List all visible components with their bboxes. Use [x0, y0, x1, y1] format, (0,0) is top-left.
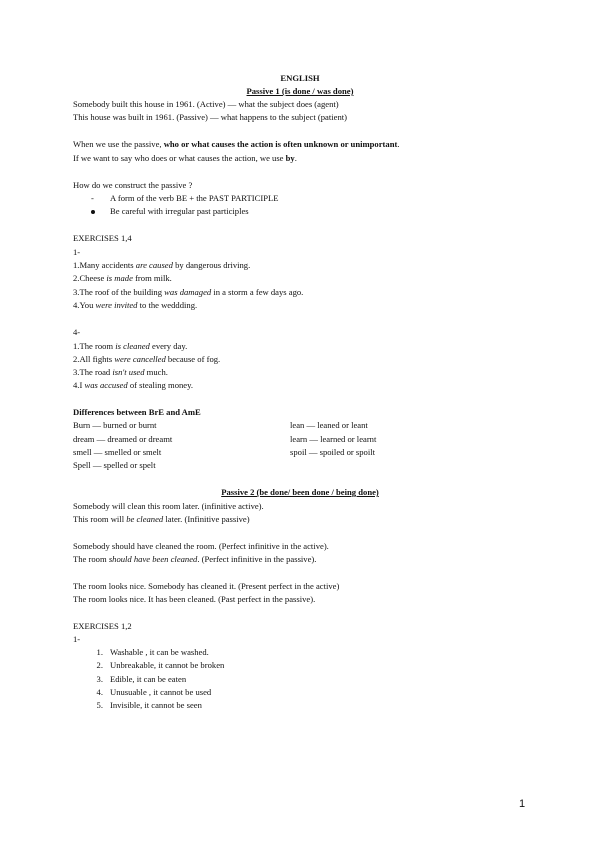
spelling-pair: Spell — spelled or spelt: [73, 460, 156, 470]
item-text: 2.Cheese: [73, 273, 107, 283]
sentence-text: The room: [73, 554, 109, 564]
exercise-label: 4-: [73, 327, 81, 337]
exercise-item: [73, 341, 187, 352]
item-text: 2.All fights: [73, 354, 115, 364]
by-agent-rule: [73, 153, 297, 164]
item-text: 3.The roof of the building: [73, 287, 165, 297]
spelling-pair: dream — dreamed or dreamt: [73, 434, 173, 444]
list-item: Invisible, it cannot be seen: [110, 700, 202, 710]
sentence-emphasis: be cleaned: [126, 514, 164, 524]
item-answer: was accused: [84, 380, 128, 390]
spelling-pair: spoil — spoiled or spoilt: [290, 447, 375, 457]
bullet-item: Be careful with irregular past participles: [110, 206, 249, 216]
exercise-item: [73, 367, 168, 378]
list-number: 4.: [96, 687, 103, 697]
spelling-pair: lean — leaned or leant: [290, 420, 368, 430]
sentence-text-end: . (Perfect infinitive in the passive).: [197, 554, 317, 564]
item-answer: are caused: [135, 260, 173, 270]
exercise-label: 1-: [73, 634, 81, 644]
rule-text-end: .: [397, 139, 400, 149]
construction-question: How do we construct the passive ?: [73, 180, 193, 190]
rule-text-end: .: [294, 153, 297, 163]
item-text-end: every day.: [149, 341, 188, 351]
item-text-end: because of fog.: [165, 354, 221, 364]
item-text-end: by dangerous driving.: [172, 260, 251, 270]
spelling-pair: smell — smelled or smelt: [73, 447, 162, 457]
section-heading-passive-1: Passive 1 (is done / was done): [246, 86, 354, 96]
list-item: Unusuable , it cannot be used: [110, 687, 212, 697]
item-text: 1.Many accidents: [73, 260, 136, 270]
item-text-end: to the weddding.: [137, 300, 198, 310]
item-text: 4.I: [73, 380, 85, 390]
item-text: 3.The road: [73, 367, 113, 377]
list-item: Edible, it can be eaten: [110, 674, 187, 684]
passive-usage-rule: [73, 139, 400, 150]
sentence-text-end: later. (Infinitive passive): [163, 514, 250, 524]
page-number: 1: [519, 798, 526, 810]
item-text: 4.You: [73, 300, 96, 310]
exercise-item: [73, 287, 303, 298]
document-title: ENGLISH: [280, 73, 320, 83]
rule-text: When we use the passive,: [73, 139, 164, 149]
item-text-end: from milk.: [132, 273, 172, 283]
rule-emphasis: who or what causes the action is often unknown or unimportant: [163, 139, 398, 149]
rule-text: If we want to say who does or what causes the action, we use: [73, 153, 286, 163]
exercise-item: [73, 354, 220, 365]
item-answer: were cancelled: [114, 354, 166, 364]
list-number: 2.: [96, 660, 103, 670]
spelling-pair: learn — learned or learnt: [290, 434, 377, 444]
list-number: 5.: [96, 700, 103, 710]
bullet-item: A form of the verb BE + the PAST PARTICIPLE: [110, 193, 279, 203]
section-heading-passive-2: Passive 2 (be done/ been done / being done): [221, 487, 379, 497]
exercise-item: [73, 273, 172, 284]
exercise-item: [73, 260, 250, 271]
rule-emphasis: by: [285, 153, 295, 163]
example-active-sentence: Somebody built this house in 1961. (Active) — what the subject does (agent): [73, 99, 339, 109]
item-answer: were invited: [95, 300, 138, 310]
exercise-label: 1-: [73, 247, 81, 257]
exercise-item: [73, 300, 197, 311]
item-text-end: of stealing money.: [127, 380, 193, 390]
spelling-pair: Burn — burned or burnt: [73, 420, 157, 430]
sentence-text: This room will: [73, 514, 127, 524]
example-sentence: Somebody should have cleaned the room. (Perfect infinitive in the active).: [73, 541, 329, 551]
example-sentence: [73, 554, 316, 565]
example-sentence: The room looks nice. Somebody has cleaned it. (Present perfect in the active): [73, 581, 340, 591]
item-answer: isn't used: [112, 367, 145, 377]
example-sentence: Somebody will clean this room later. (infinitive active).: [73, 501, 264, 511]
differences-heading: Differences between BrE and AmE: [73, 407, 201, 417]
dot-bullet-icon: [91, 206, 95, 217]
list-item: Washable , it can be washed.: [110, 647, 209, 657]
exercises-heading: EXERCISES 1,4: [73, 233, 132, 243]
list-number: 3.: [96, 674, 103, 684]
sentence-emphasis: should have been cleaned: [108, 554, 198, 564]
item-answer: was damaged: [164, 287, 212, 297]
dash-bullet: -: [91, 193, 94, 203]
example-sentence: The room looks nice. It has been cleaned. (Past perfect in the passive).: [73, 594, 316, 604]
item-answer: is made: [106, 273, 133, 283]
exercises-heading: EXERCISES 1,2: [73, 621, 132, 631]
list-number: 1.: [96, 647, 103, 657]
example-sentence: [73, 514, 250, 525]
item-text-end: in a storm a few days ago.: [211, 287, 304, 297]
item-text: 1.The room: [73, 341, 116, 351]
item-text-end: much.: [144, 367, 168, 377]
list-item: Unbreakable, it cannot be broken: [110, 660, 225, 670]
example-passive-sentence: This house was built in 1961. (Passive) — what happens to the subject (patient): [73, 112, 347, 122]
item-answer: is cleaned: [115, 341, 150, 351]
exercise-item: [73, 380, 193, 391]
